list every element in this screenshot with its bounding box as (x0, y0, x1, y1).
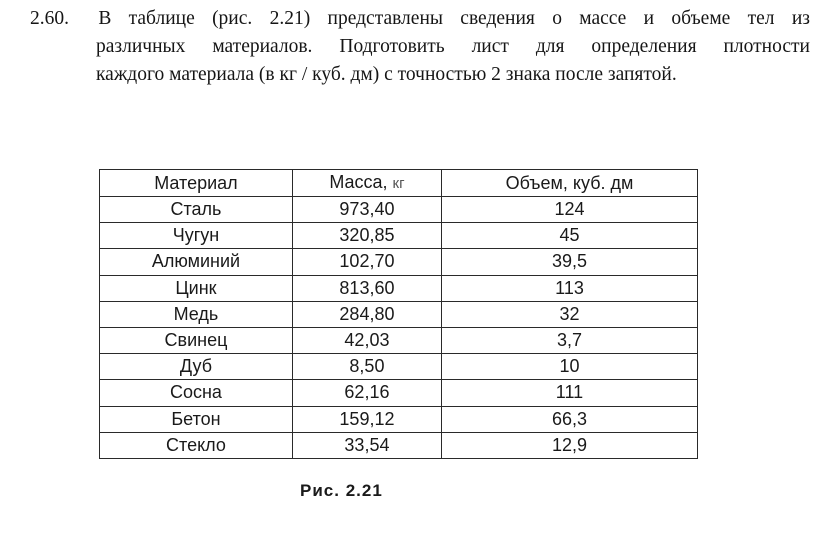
materials-table (99, 169, 698, 459)
problem-word: и (643, 8, 655, 29)
problem-word: материалов. (212, 36, 313, 57)
problem-word: сведения (460, 8, 535, 29)
cell-volume: 66,3 (441, 406, 697, 432)
header-mass-label: Масса, (329, 172, 388, 192)
cell-volume: 111 (441, 380, 697, 406)
problem-word: В (98, 8, 112, 29)
table-row (100, 327, 698, 353)
cell-mass: 973,40 (292, 197, 441, 223)
cell-material: Цинк (100, 275, 293, 301)
problem-word: 2.21) (269, 8, 311, 29)
table-row (100, 249, 698, 275)
header-mass (292, 170, 441, 197)
problem-word: массе (579, 8, 627, 29)
cell-mass: 102,70 (292, 249, 441, 275)
cell-mass: 33,54 (292, 432, 441, 458)
problem-line-2 (30, 33, 810, 61)
cell-volume: 32 (441, 301, 697, 327)
cell-volume: 124 (441, 197, 697, 223)
cell-volume: 3,7 (441, 327, 697, 353)
table-row (100, 197, 698, 223)
problem-word: Подготовить (339, 36, 445, 57)
cell-material: Дуб (100, 354, 293, 380)
cell-mass: 159,12 (292, 406, 441, 432)
problem-word: о (552, 8, 562, 29)
table-row (100, 223, 698, 249)
cell-material: Медь (100, 301, 293, 327)
problem-number: 2.60. (30, 8, 69, 29)
header-volume: Объем, куб. дм (441, 170, 697, 197)
problem-word: лист (471, 36, 509, 57)
table-row (100, 406, 698, 432)
cell-volume: 10 (441, 354, 697, 380)
table-row (100, 380, 698, 406)
table-header-row (100, 170, 698, 197)
figure-caption: Рис. 2.21 (300, 481, 383, 500)
cell-material: Свинец (100, 327, 293, 353)
cell-volume: 113 (441, 275, 697, 301)
cell-volume: 12,9 (441, 432, 697, 458)
problem-word: представлены (327, 8, 443, 29)
problem-statement (30, 5, 810, 89)
problem-word: из (791, 8, 810, 29)
problem-line-3-text: каждого материала (в кг / куб. дм) с точностью 2 знака после запятой. (96, 64, 677, 85)
problem-line-3 (30, 61, 810, 89)
cell-volume: 39,5 (441, 249, 697, 275)
table-row (100, 275, 698, 301)
problem-line-1 (30, 5, 810, 33)
header-mass-unit: кг (392, 175, 405, 192)
cell-mass: 8,50 (292, 354, 441, 380)
table-row (100, 354, 698, 380)
problem-word: различных (96, 36, 186, 57)
cell-mass: 813,60 (292, 275, 441, 301)
cell-volume: 45 (441, 223, 697, 249)
cell-mass: 320,85 (292, 223, 441, 249)
table-row (100, 432, 698, 458)
cell-mass: 42,03 (292, 327, 441, 353)
problem-word: (рис. (212, 8, 253, 29)
problem-word: объеме (671, 8, 731, 29)
problem-word: таблице (128, 8, 195, 29)
cell-mass: 62,16 (292, 380, 441, 406)
table-row (100, 301, 698, 327)
cell-material: Алюминий (100, 249, 293, 275)
cell-material: Чугун (100, 223, 293, 249)
cell-material: Стекло (100, 432, 293, 458)
problem-word: плотности (723, 36, 810, 57)
cell-material: Бетон (100, 406, 293, 432)
cell-material: Сталь (100, 197, 293, 223)
problem-word: определения (591, 36, 697, 57)
problem-word: тел (747, 8, 775, 29)
problem-word: для (535, 36, 565, 57)
cell-mass: 284,80 (292, 301, 441, 327)
header-material: Материал (100, 170, 293, 197)
cell-material: Сосна (100, 380, 293, 406)
